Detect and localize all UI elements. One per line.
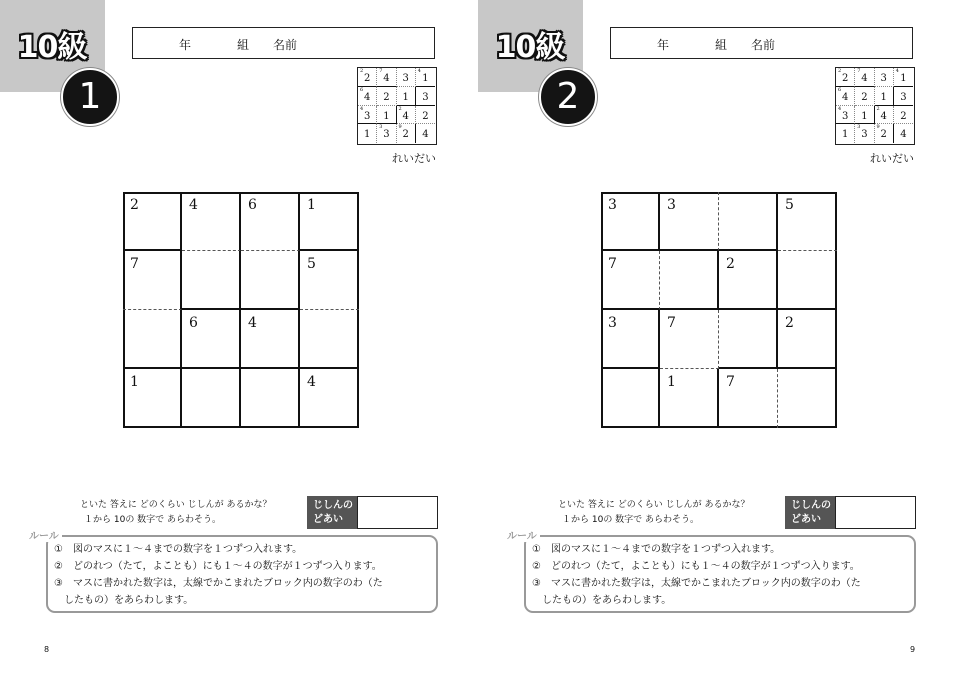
puzzle-clue: 2 <box>130 197 139 213</box>
puzzle-cell[interactable] <box>123 310 182 369</box>
name-label: 名前 <box>273 38 298 52</box>
example-puzzle <box>835 67 915 145</box>
puzzle-cell[interactable] <box>241 192 300 251</box>
example-cell <box>894 124 913 143</box>
confidence-box <box>72 496 438 529</box>
example-value: 2 <box>422 110 429 122</box>
example-value: 4 <box>422 129 429 141</box>
example-value: 2 <box>841 73 849 84</box>
example-cell <box>358 87 377 106</box>
rule-item: ② どのれつ（たて，よことも）にも１～４の数字が１つずつ入ります。 <box>54 561 382 572</box>
example-cell <box>836 87 855 106</box>
confidence-prompt <box>558 498 749 528</box>
example-clue: 9 <box>876 124 880 131</box>
name-box[interactable] <box>132 27 435 59</box>
example-cell <box>377 68 396 87</box>
example-clue: 7 <box>857 68 861 74</box>
puzzle-cell[interactable] <box>182 310 241 369</box>
puzzle-clue: 1 <box>130 374 139 390</box>
puzzle-number-badge: 2 <box>539 68 597 126</box>
confidence-label-line: じしんの <box>313 500 353 511</box>
example-value: 2 <box>383 91 390 103</box>
puzzle-cell[interactable] <box>719 369 778 428</box>
puzzle-clue: 2 <box>726 256 735 272</box>
example-clue: 4 <box>417 68 421 74</box>
rules-title: ルール <box>504 527 540 542</box>
puzzle-cell[interactable] <box>300 310 359 369</box>
puzzle-cell[interactable] <box>719 310 778 369</box>
example-clue: 2 <box>876 105 880 112</box>
puzzle-cell[interactable] <box>719 192 778 251</box>
rule-item: したもの）をあらわします。 <box>532 595 672 606</box>
rules-title: ルール <box>26 527 62 542</box>
confidence-label-line: じしんの <box>791 500 831 511</box>
puzzle-cell[interactable] <box>778 251 837 310</box>
example-value: 1 <box>422 73 429 84</box>
puzzle-clue: 5 <box>307 256 316 272</box>
example-grid <box>835 67 915 145</box>
example-clue: 2 <box>838 68 842 74</box>
puzzle-clue: 1 <box>667 374 676 390</box>
year-label: 年 <box>179 38 192 52</box>
puzzle-clue: 1 <box>307 197 316 213</box>
example-cell <box>894 106 913 125</box>
puzzle-cell[interactable] <box>660 310 719 369</box>
example-clue: 2 <box>398 105 402 112</box>
example-value: 1 <box>861 110 868 122</box>
confidence-input[interactable] <box>357 496 438 529</box>
example-value: 2 <box>880 129 887 141</box>
puzzle-cell[interactable] <box>123 192 182 251</box>
example-label: れいだい <box>392 152 436 165</box>
example-value: 1 <box>841 129 849 141</box>
example-value: 4 <box>383 73 390 84</box>
confidence-prompt <box>80 498 271 528</box>
puzzle-cell[interactable] <box>601 192 660 251</box>
name-label: 名前 <box>751 38 776 52</box>
example-cell <box>855 68 874 87</box>
example-cell <box>358 68 377 87</box>
name-box[interactable] <box>610 27 913 59</box>
example-clue: 9 <box>398 124 402 131</box>
rules-box <box>507 531 916 613</box>
rule-item: ③ マスに書かれた数字は，太線でかこまれたブロック内の数字のわ（た <box>54 578 383 589</box>
example-value: 1 <box>383 110 390 122</box>
confidence-label-line: どあい <box>791 514 821 525</box>
puzzle-cell[interactable] <box>601 251 660 310</box>
rules-box <box>29 531 438 613</box>
puzzle-cell[interactable] <box>300 369 359 428</box>
rule-item: ③ マスに書かれた数字は，太線でかこまれたブロック内の数字のわ（た <box>532 578 861 589</box>
rule-item: ① 図のマスに１～４までの数字を１つずつ入れます。 <box>532 544 781 555</box>
example-cell <box>377 87 396 106</box>
puzzle-clue: 7 <box>726 374 735 390</box>
confidence-prompt-line: といた 答えに どのくらい じしんが あるかな？ <box>558 500 750 510</box>
example-cell <box>875 68 894 87</box>
example-value: 2 <box>363 73 371 84</box>
example-value: 1 <box>900 73 907 84</box>
puzzle-cell[interactable] <box>778 310 837 369</box>
rule-item: ② どのれつ（たて，よことも）にも１～４の数字が１つずつ入ります。 <box>532 561 860 572</box>
puzzle-cell[interactable] <box>182 251 241 310</box>
example-cell <box>894 87 913 106</box>
example-value: 1 <box>880 91 887 103</box>
example-cell <box>875 106 894 125</box>
puzzle-cell[interactable] <box>778 192 837 251</box>
example-value: 2 <box>900 110 907 122</box>
puzzle-cell[interactable] <box>719 251 778 310</box>
example-clue: 2 <box>360 68 364 74</box>
page-number: 8 <box>44 645 50 654</box>
level-label: 10級 <box>17 30 87 65</box>
puzzle-clue: 7 <box>667 315 676 331</box>
example-value: 1 <box>363 129 371 141</box>
example-clue: 3 <box>857 124 861 131</box>
example-cell <box>416 106 435 125</box>
rule-item: したもの）をあらわします。 <box>54 595 194 606</box>
level-label: 10級 <box>495 30 565 65</box>
puzzle-cell[interactable] <box>300 192 359 251</box>
example-value: 3 <box>383 129 390 141</box>
example-clue: 4 <box>360 105 364 112</box>
example-value: 2 <box>861 91 868 103</box>
example-label: れいだい <box>870 152 914 165</box>
puzzle-clue: 2 <box>785 315 794 331</box>
puzzle-grid <box>123 192 359 428</box>
example-cell <box>397 87 416 106</box>
puzzle-cell[interactable] <box>601 310 660 369</box>
example-value: 3 <box>402 73 409 84</box>
example-cell <box>358 124 377 143</box>
page-number: 9 <box>910 645 916 654</box>
puzzle-cell[interactable] <box>778 369 837 428</box>
example-cell <box>358 106 377 125</box>
puzzle-clue: 3 <box>667 197 676 213</box>
example-cell <box>836 106 855 125</box>
example-value: 4 <box>363 91 371 103</box>
puzzle-clue: 4 <box>189 197 198 213</box>
puzzle-cell[interactable] <box>182 192 241 251</box>
puzzle-clue: 6 <box>248 197 257 213</box>
puzzle-cell[interactable] <box>123 251 182 310</box>
puzzle-clue: 5 <box>785 197 794 213</box>
example-cell <box>416 68 435 87</box>
puzzle-cell[interactable] <box>182 369 241 428</box>
rule-item: ① 図のマスに１～４までの数字を１つずつ入れます。 <box>54 544 303 555</box>
example-cell <box>397 124 416 143</box>
example-cell <box>855 87 874 106</box>
puzzle-clue: 3 <box>608 315 617 331</box>
puzzle-cell[interactable] <box>123 369 182 428</box>
example-clue: 6 <box>360 86 364 93</box>
example-value: 4 <box>841 91 849 103</box>
example-cell <box>875 87 894 106</box>
page-right <box>478 0 958 680</box>
puzzle-clue: 7 <box>608 256 617 272</box>
example-value: 4 <box>861 73 868 84</box>
example-value: 1 <box>402 91 409 103</box>
example-value: 2 <box>402 129 409 141</box>
puzzle-cell[interactable] <box>241 251 300 310</box>
confidence-box <box>550 496 916 529</box>
example-value: 3 <box>422 91 429 103</box>
example-cell <box>855 124 874 143</box>
puzzle-cell[interactable] <box>300 251 359 310</box>
example-value: 3 <box>880 73 887 84</box>
puzzle-cell[interactable] <box>601 369 660 428</box>
example-cell <box>397 68 416 87</box>
puzzle-clue: 6 <box>189 315 198 331</box>
example-cell <box>855 106 874 125</box>
puzzle-cell[interactable] <box>660 251 719 310</box>
example-clue: 6 <box>838 86 842 93</box>
confidence-prompt-line: １から 10の 数字で あらわそう。 <box>562 515 700 525</box>
puzzle-clue: 4 <box>248 315 257 331</box>
example-cell <box>836 68 855 87</box>
puzzle-clue: 3 <box>608 197 617 213</box>
example-cell <box>377 106 396 125</box>
example-value: 3 <box>841 110 849 122</box>
class-label: 組 <box>715 38 728 52</box>
year-label: 年 <box>657 38 670 52</box>
example-value: 4 <box>880 110 887 122</box>
confidence-label-line: どあい <box>313 514 343 525</box>
example-clue: 4 <box>838 105 842 112</box>
example-grid <box>357 67 437 145</box>
example-value: 3 <box>900 91 907 103</box>
example-cell <box>377 124 396 143</box>
class-label: 組 <box>237 38 250 52</box>
confidence-input[interactable] <box>835 496 916 529</box>
example-cell <box>416 87 435 106</box>
example-cell <box>875 124 894 143</box>
puzzle-clue: 4 <box>307 374 316 390</box>
example-cell <box>397 106 416 125</box>
example-cell <box>894 68 913 87</box>
example-clue: 4 <box>895 68 899 74</box>
example-puzzle <box>357 67 437 145</box>
confidence-label <box>785 496 835 529</box>
confidence-prompt-line: といた 答えに どのくらい じしんが あるかな？ <box>80 500 272 510</box>
puzzle-cell[interactable] <box>660 192 719 251</box>
example-value: 4 <box>900 129 907 141</box>
puzzle-number-badge: 1 <box>61 68 119 126</box>
example-cell <box>836 124 855 143</box>
confidence-label <box>307 496 357 529</box>
example-clue: 7 <box>379 68 383 74</box>
example-value: 3 <box>363 110 371 122</box>
puzzle-grid <box>601 192 837 428</box>
puzzle-cell[interactable] <box>241 369 300 428</box>
example-cell <box>416 124 435 143</box>
puzzle-clue: 7 <box>130 256 139 272</box>
example-value: 3 <box>861 129 868 141</box>
confidence-prompt-line: １から 10の 数字で あらわそう。 <box>84 515 222 525</box>
example-value: 4 <box>402 110 409 122</box>
example-clue: 3 <box>379 124 383 131</box>
puzzle-cell[interactable] <box>660 369 719 428</box>
puzzle-cell[interactable] <box>241 310 300 369</box>
